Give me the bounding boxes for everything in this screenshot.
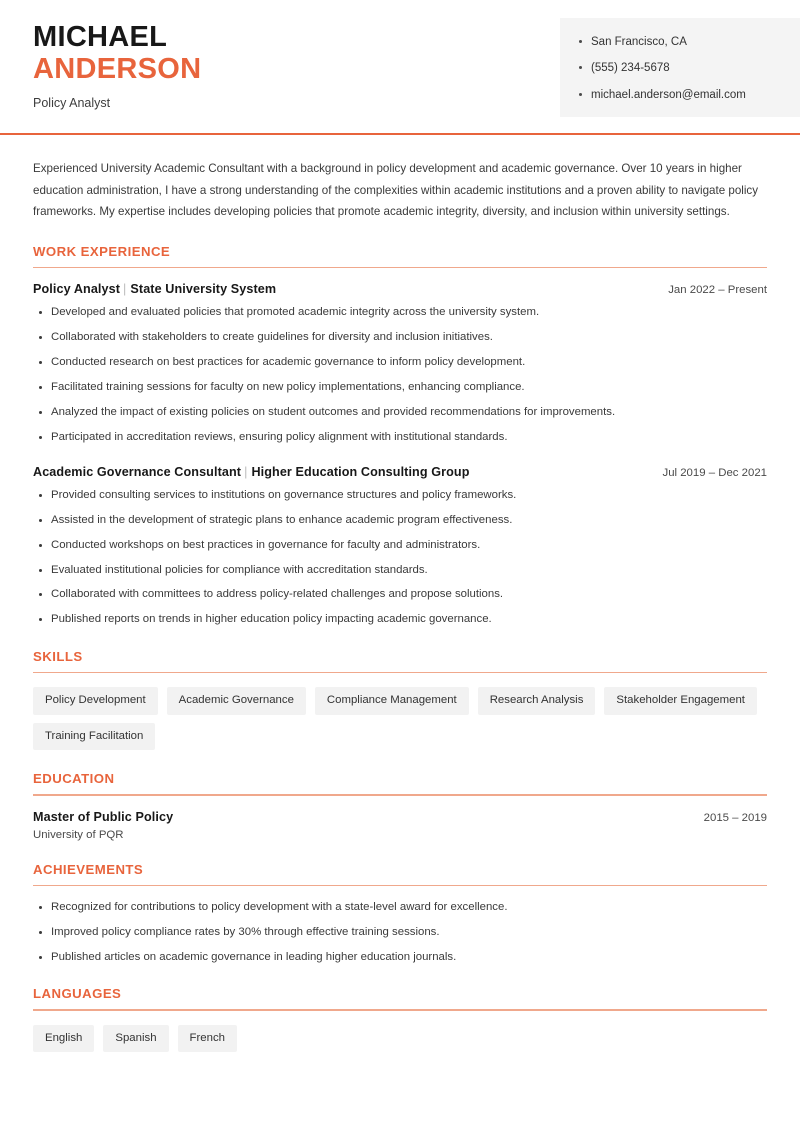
education-date: 2015 – 2019: [703, 811, 767, 824]
title-separator: |: [244, 464, 248, 479]
header-identity: [0, 0, 201, 110]
skill-chip: Stakeholder Engagement: [604, 687, 757, 715]
languages-chip-list: [33, 1025, 767, 1053]
experience-date: Jan 2022 – Present: [668, 284, 767, 297]
section-skills: [33, 649, 767, 750]
section-achievements: [33, 862, 767, 966]
bullet-item: Analyzed the impact of existing policies on student outcomes and provided recommendations for improvements.: [33, 405, 767, 420]
bullet-item: Published articles on academic governance in leading higher education journals.: [33, 950, 767, 965]
professional-summary: Experienced University Academic Consultant with a background in policy development and academic governance. Over 10 years in higher education administration, I have a strong understanding of the complexities within academic institutions and a proven ability to navigate policy frameworks. My expertise includes developing policies that promote academic integrity, diversity, and inclusion within university settings.: [33, 162, 759, 219]
title-separator: |: [123, 282, 127, 297]
skill-chip: Research Analysis: [478, 687, 596, 715]
resume-body: [0, 158, 800, 1052]
section-languages: [33, 986, 767, 1052]
section-title-languages: LANGUAGES: [33, 986, 122, 1002]
experience-entry: [33, 465, 767, 628]
section-rule-education: [33, 794, 767, 795]
bullet-item: Conducted workshops on best practices in governance for faculty and administrators.: [33, 538, 767, 553]
experience-organization: Higher Education Consulting Group: [251, 464, 470, 479]
bullet-item: Conducted research on best practices for academic governance to inform policy development.: [33, 355, 767, 370]
section-rule-achievements: [33, 885, 767, 886]
headline-job-title: Policy Analyst: [33, 96, 111, 111]
education-degree: Master of Public Policy: [33, 809, 174, 824]
section-rule-languages: [33, 1009, 767, 1010]
experience-bullets: [33, 305, 767, 445]
contact-box: [560, 18, 800, 117]
experience-entry-head: [33, 282, 767, 296]
skills-chip-list: [33, 687, 767, 750]
skill-chip: Training Facilitation: [33, 723, 155, 751]
bullet-item: Facilitated training sessions for faculty on new policy implementations, enhancing compliance.: [33, 380, 767, 395]
bullet-item: Recognized for contributions to policy development with a state-level award for excellence.: [33, 900, 767, 915]
bullet-item: Collaborated with stakeholders to create guidelines for diversity and inclusion initiatives.: [33, 330, 767, 345]
experience-bullets: [33, 488, 767, 628]
header-divider: [0, 133, 800, 135]
section-rule-skills: [33, 672, 767, 673]
education-entry-head: [33, 810, 767, 824]
section-rule-work-experience: [33, 267, 767, 268]
bullet-item: Developed and evaluated policies that promoted academic integrity across the university system.: [33, 305, 767, 320]
experience-title-line: [33, 465, 470, 479]
skill-chip: Compliance Management: [315, 687, 469, 715]
bullet-item: Evaluated institutional policies for compliance with accreditation standards.: [33, 563, 767, 578]
last-name: ANDERSON: [33, 53, 202, 86]
bullet-item: Assisted in the development of strategic plans to enhance academic program effectiveness.: [33, 513, 767, 528]
section-title-education: EDUCATION: [33, 771, 115, 787]
section-title-work-experience: WORK EXPERIENCE: [33, 243, 171, 259]
experience-entry-head: [33, 465, 767, 479]
experience-date: Jul 2019 – Dec 2021: [662, 466, 767, 479]
contact-email[interactable]: michael.anderson@email.com: [578, 88, 784, 102]
language-chip: Spanish: [103, 1025, 168, 1053]
skill-chip: Policy Development: [33, 687, 158, 715]
experience-organization: State University System: [130, 282, 277, 297]
section-title-achievements: ACHIEVEMENTS: [33, 861, 144, 877]
bullet-item: Provided consulting services to institutions on governance structures and policy frameworks.: [33, 488, 767, 503]
first-name: MICHAEL: [33, 21, 168, 53]
contact-list: [578, 35, 784, 102]
contact-phone[interactable]: (555) 234-5678: [578, 61, 784, 75]
section-title-skills: SKILLS: [33, 648, 83, 664]
language-chip: English: [33, 1025, 94, 1053]
bullet-item: Improved policy compliance rates by 30% through effective training sessions.: [33, 925, 767, 940]
language-chip: French: [178, 1025, 237, 1053]
bullet-item: Participated in accreditation reviews, ensuring policy alignment with institutional standards.: [33, 430, 767, 445]
experience-role: Policy Analyst: [33, 282, 121, 297]
education-school: University of PQR: [33, 828, 124, 841]
bullet-item: Published reports on trends in higher education policy impacting academic governance.: [33, 612, 767, 627]
achievements-bullets: [33, 900, 767, 965]
section-work-experience: [33, 244, 767, 628]
contact-location: San Francisco, CA: [578, 35, 784, 49]
experience-role: Academic Governance Consultant: [33, 464, 242, 479]
section-education: [33, 771, 767, 840]
education-entry: [33, 810, 767, 841]
experience-entry: [33, 282, 767, 445]
skill-chip: Academic Governance: [167, 687, 306, 715]
resume-header: [0, 0, 800, 133]
bullet-item: Collaborated with committees to address policy-related challenges and propose solutions.: [33, 587, 767, 602]
experience-title-line: [33, 282, 276, 296]
